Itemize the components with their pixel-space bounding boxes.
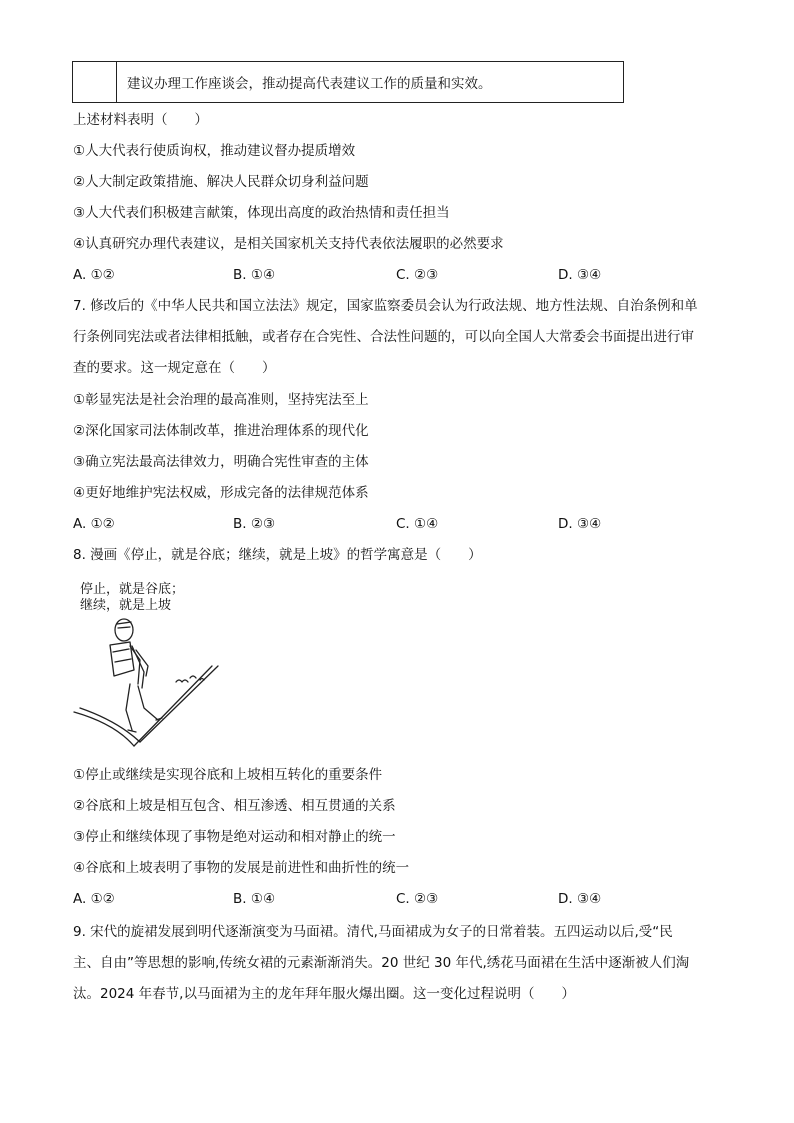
- q8-option-b[interactable]: B. ①④: [233, 891, 276, 907]
- q7-option-a[interactable]: A. ①②: [73, 516, 115, 532]
- q6-option-a[interactable]: A. ①②: [73, 267, 115, 283]
- q6-item-2: ②人大制定政策措施、解决人民群众切身利益问题: [73, 174, 369, 190]
- table-cell-text: 建议办理工作座谈会，推动提高代表建议工作的质量和实效。: [117, 62, 624, 103]
- q6-item-1: ①人大代表行使质询权，推动建议督办提质增效: [73, 143, 356, 159]
- q6-options: [73, 266, 733, 284]
- q8-item-2: ②谷底和上坡是相互包含、相互渗透、相互贯通的关系: [73, 798, 396, 814]
- q8-item-4: ④谷底和上坡表明了事物的发展是前进性和曲折性的统一: [73, 860, 410, 876]
- q9-stem-line-2: 主、自由”等思想的影响,传统女裙的元素渐渐消失。20 世纪 30 年代,绣花马面裙在生活中逐渐被人们淘: [73, 955, 690, 971]
- q6-item-4: ④认真研究办理代表建议，是相关国家机关支持代表依法履职的必然要求: [73, 236, 504, 252]
- q7-options: [73, 515, 733, 533]
- q7-stem-line-2: 行条例同宪法或者法律相抵触，或者存在合宪性、合法性问题的，可以向全国人大常委会书面提出进行审: [73, 329, 694, 345]
- q8-options: [73, 890, 733, 908]
- q7-item-4: ④更好地维护宪法权威，形成完备的法律规范体系: [73, 485, 369, 501]
- q7-item-3: ③确立宪法最高法律效力，明确合宪性审查的主体: [73, 454, 369, 470]
- q7-option-b[interactable]: B. ②③: [233, 516, 276, 532]
- q7-option-d[interactable]: D. ③④: [558, 516, 602, 532]
- q7-stem-line-3: 查的要求。这一规定意在（ ）: [73, 360, 276, 376]
- comic-caption-line-1: 停止，就是谷底；: [80, 582, 185, 597]
- q9-stem-line-1: 9. 宋代的旋裙发展到明代逐渐演变为马面裙。清代,马面裙成为女子的日常着装。五四运动以后,受“民: [73, 924, 673, 940]
- comic-caption-line-2: 继续，就是上坡: [80, 598, 172, 613]
- table-row: [73, 62, 624, 103]
- q7-stem-line-1: 7. 修改后的《中华人民共和国立法法》规定，国家监察委员会认为行政法规、地方性法规、自治条例和单: [73, 298, 698, 314]
- q7-item-2: ②深化国家司法体制改革，推进治理体系的现代化: [73, 423, 369, 439]
- q7-item-1: ①彰显宪法是社会治理的最高准则，坚持宪法至上: [73, 392, 369, 408]
- q6-option-b[interactable]: B. ①④: [233, 267, 276, 283]
- hiker-on-slope-drawing: [72, 580, 222, 755]
- q6-stem: 上述材料表明（ ）: [73, 112, 208, 128]
- q6-item-3: ③人大代表们积极建言献策，体现出高度的政治热情和责任担当: [73, 205, 450, 221]
- q9-stem-line-3: 汰。2024 年春节,以马面裙为主的龙年拜年服火爆出圈。这一变化过程说明（ ）: [73, 986, 575, 1002]
- material-table: [72, 61, 624, 103]
- q8-option-c[interactable]: C. ②③: [396, 891, 439, 907]
- q6-option-c[interactable]: C. ②③: [396, 267, 439, 283]
- table-cell-empty: [73, 62, 117, 103]
- q8-item-1: ①停止或继续是实现谷底和上坡相互转化的重要条件: [73, 767, 383, 783]
- q7-option-c[interactable]: C. ①④: [396, 516, 439, 532]
- q6-option-d[interactable]: D. ③④: [558, 267, 602, 283]
- q8-option-d[interactable]: D. ③④: [558, 891, 602, 907]
- q8-item-3: ③停止和继续体现了事物是绝对运动和相对静止的统一: [73, 829, 396, 845]
- q8-option-a[interactable]: A. ①②: [73, 891, 115, 907]
- comic-illustration: [72, 580, 222, 755]
- q8-stem: 8. 漫画《停止，就是谷底；继续，就是上坡》的哲学寓意是（ ）: [73, 547, 482, 563]
